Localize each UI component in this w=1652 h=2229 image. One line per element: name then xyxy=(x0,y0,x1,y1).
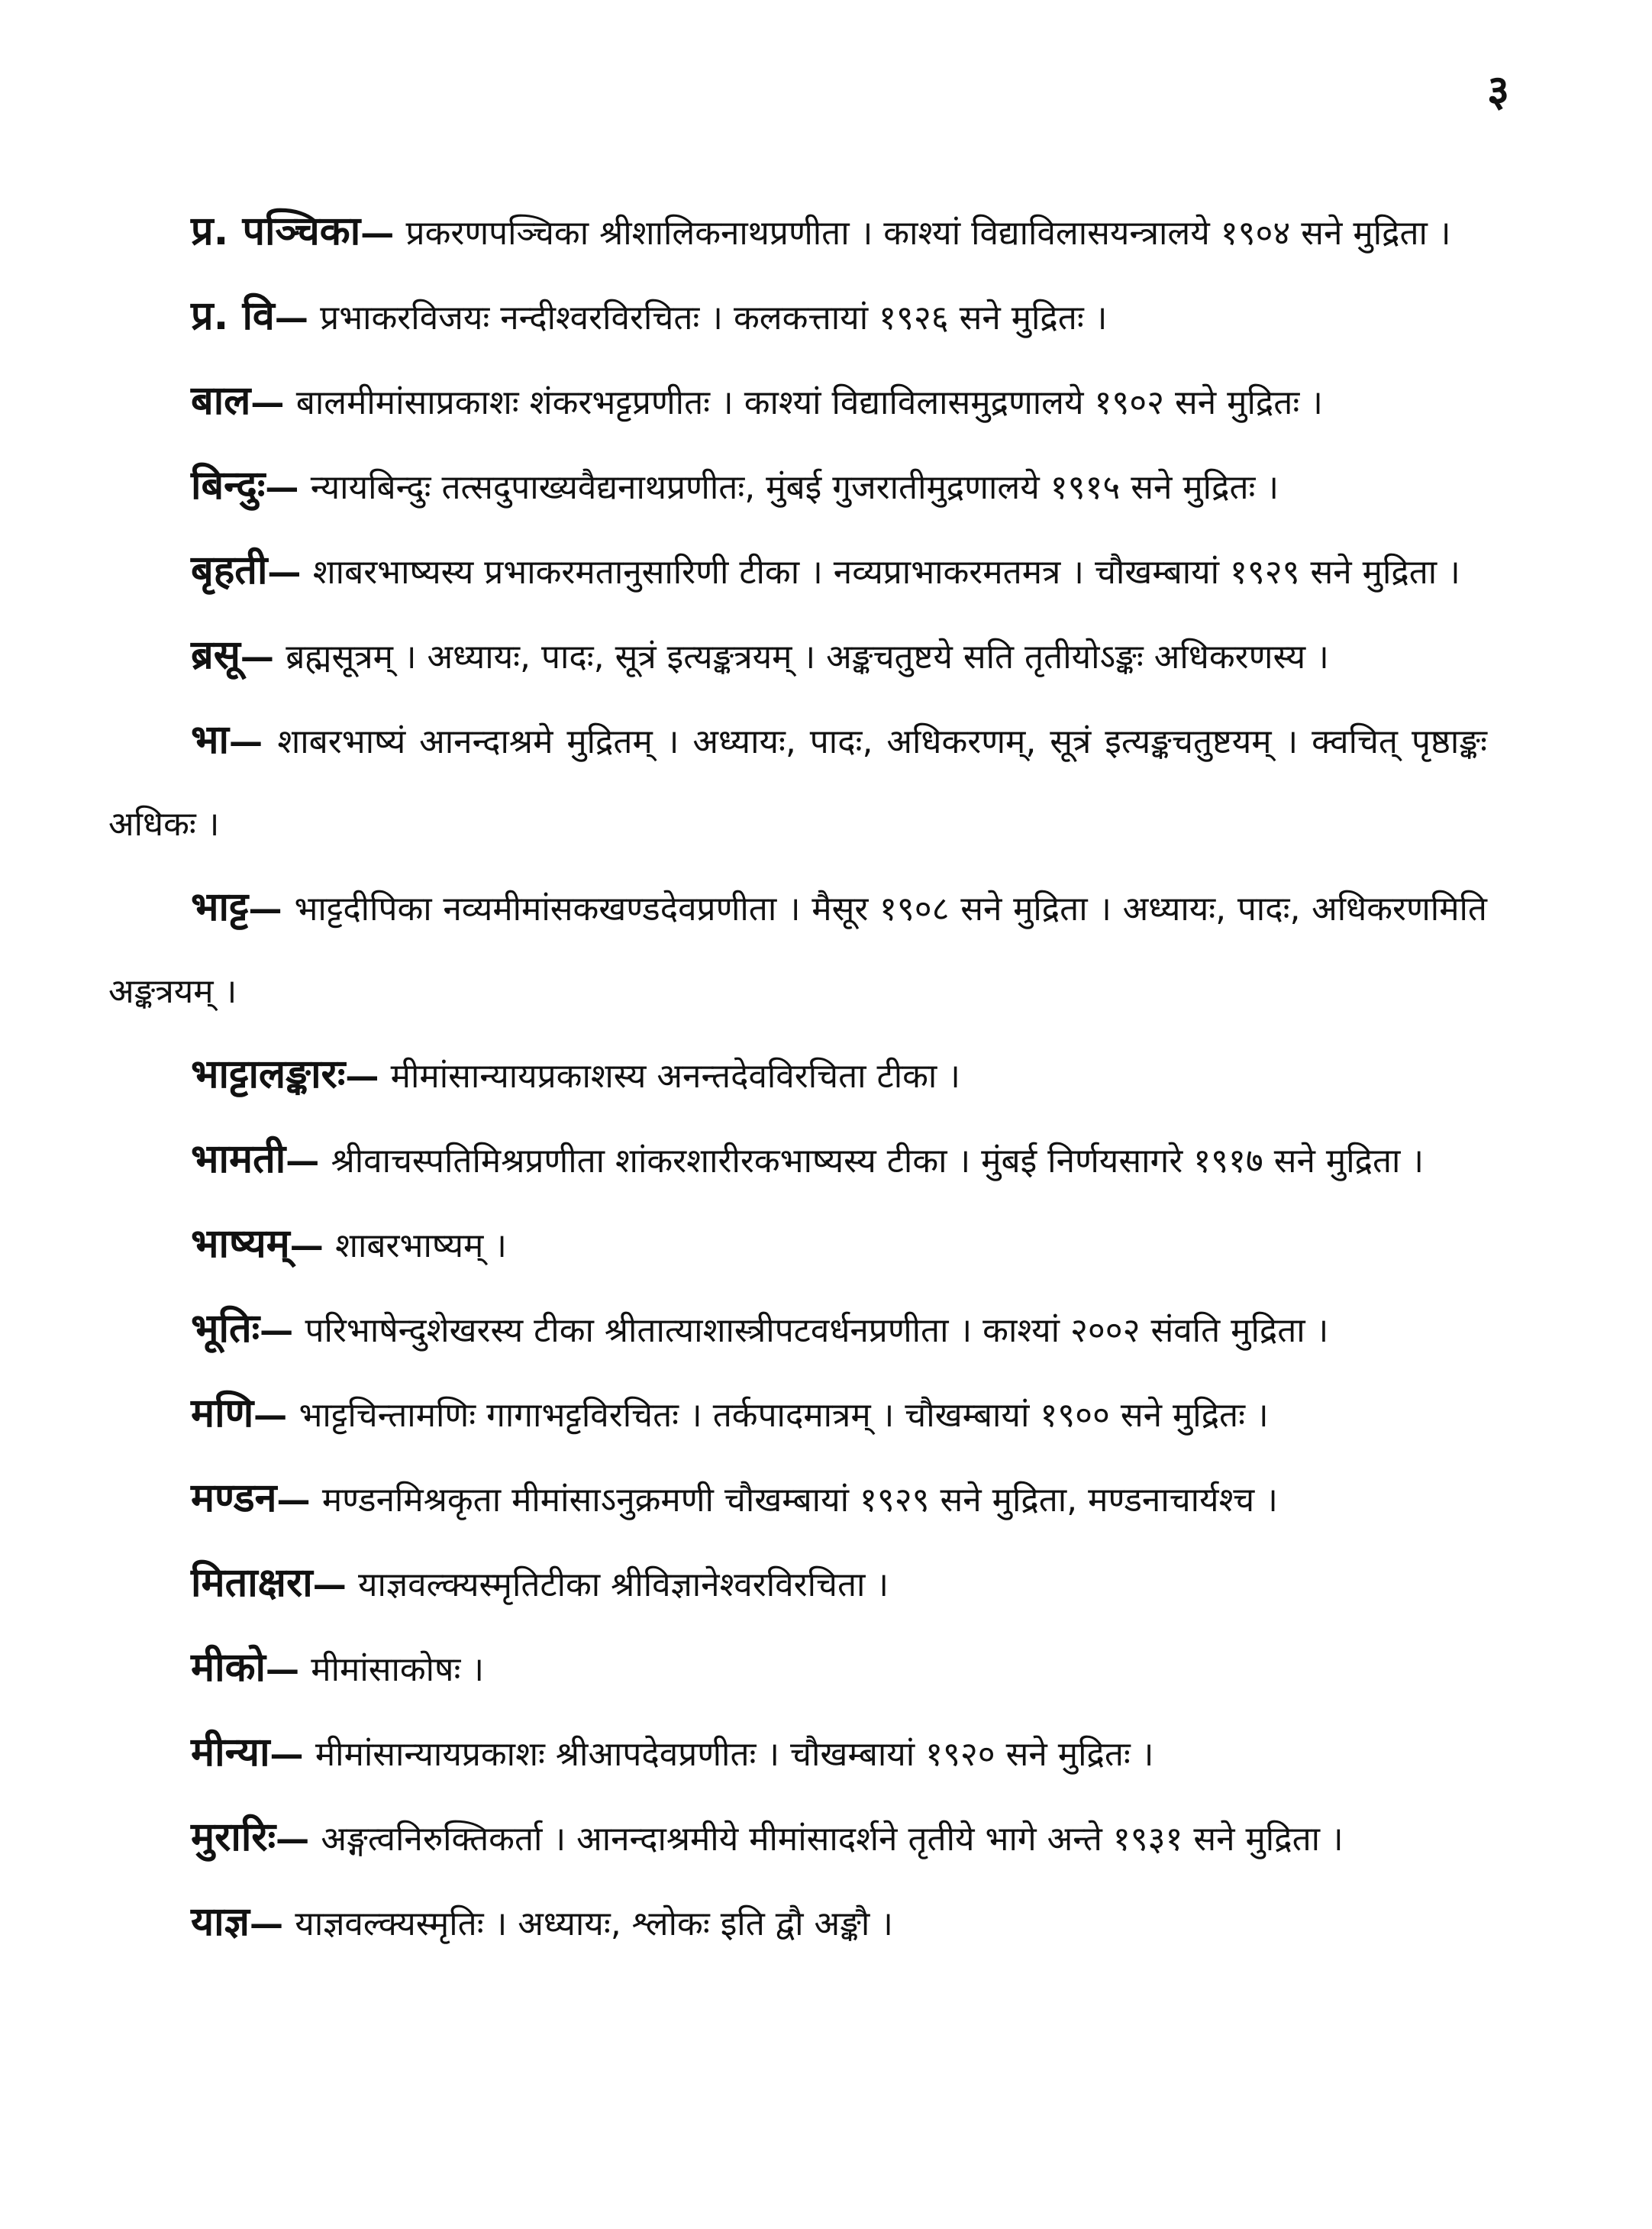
entry-head: भामती xyxy=(191,1136,286,1182)
entry-text: याज्ञवल्क्यस्मृतिः । अध्यायः, श्लोकः इति द्वौ अङ्कौ । xyxy=(295,1904,893,1943)
entry-text: शाबरभाष्यम् । xyxy=(335,1226,507,1265)
entry-text: अङ्गत्वनिरुक्तिकर्ता । आनन्दाश्रमीये मीमांसादर्शने तृतीये भागे अन्ते १९३१ सने मुद्रिता । xyxy=(321,1820,1344,1859)
entry-text: श्रीवाचस्पतिमिश्रप्रणीता शांकरशारीरकभाष्यस्य टीका । मुंबई निर्णयसागरे १९१७ सने मुद्रिता । xyxy=(331,1142,1425,1181)
entry-text: ब्रह्मसूत्रम् । अध्यायः, पादः, सूत्रं इत्यङ्कत्रयम् । अङ्कचतुष्टये सति तृतीयोऽङ्कः अधिकरणस्य । xyxy=(286,638,1329,677)
entry-text: याज्ञवल्क्यस्मृतिटीका श्रीविज्ञानेश्वरविरचिता । xyxy=(358,1565,889,1604)
entry-text: परिभाषेन्दुशेखरस्य टीका श्रीतात्याशास्त्रीपटवर्धनप्रणीता । काश्यां २००२ संवति मुद्रिता । xyxy=(305,1311,1329,1350)
entry-head: भाट्टालङ्कारः xyxy=(191,1052,346,1097)
entry-head: ब्रसू xyxy=(191,632,240,678)
entry-head: भाट्ट xyxy=(191,884,249,930)
entry-pra-vi: प्र. वि— प्रभाकरविजयः नन्दीश्वरविरचितः । कलकत्तायां १९२६ सने मुद्रितः । xyxy=(191,293,1108,339)
entry-head: बृहती xyxy=(191,548,268,593)
entry-text: भाट्टचिन्तामणिः गागाभट्टविरचितः । तर्कपादमात्रम् । चौखम्बायां १९०० सने मुद्रितः । xyxy=(298,1396,1269,1435)
entry-text: मण्डनमिश्रकृता मीमांसाऽनुक्रमणी चौखम्बायां १९२९ सने मुद्रिता, मण्डनाचार्यश्च । xyxy=(321,1481,1278,1520)
entry-mani: मणि— भाट्टचिन्तामणिः गागाभट्टविरचितः । तर्कपादमात्रम् । चौखम्बायां १९०० सने मुद्रितः । xyxy=(191,1391,1269,1436)
entry-text: मीमांसाकोषः । xyxy=(311,1650,485,1689)
entry-text: शाबरभाष्यस्य प्रभाकरमतानुसारिणी टीका । नव्यप्राभाकरमतमत्र । चौखम्बायां १९२९ सने मुद्रिता । xyxy=(312,553,1460,592)
entry-bhutih: भूतिः— परिभाषेन्दुशेखरस्य टीका श्रीतात्याशास्त्रीपटवर्धनप्रणीता । काश्यां २००२ संवति मुद्रिता । xyxy=(191,1306,1329,1352)
entry-head: बिन्दुः xyxy=(191,463,266,509)
entry-text: प्रकरणपञ्चिका श्रीशालिकनाथप्रणीता । काश्यां विद्याविलासयन्त्रालये १९०४ सने मुद्रिता । xyxy=(405,214,1451,253)
entry-head: मीन्या xyxy=(191,1730,270,1775)
entry-head: मिताक्षरा xyxy=(191,1560,313,1606)
entry-head: मुरारिः xyxy=(191,1814,276,1860)
entry-head: भा xyxy=(191,717,230,763)
entry-head: भूतिः xyxy=(191,1306,260,1352)
entry-brasu: ब्रसू— ब्रह्मसूत्रम् । अध्यायः, पादः, सूत्रं इत्यङ्कत्रयम् । अङ्कचतुष्टये सति तृतीयोऽङ्कः अधिकरणस्य । xyxy=(191,632,1329,678)
entry-mandana: मण्डन— मण्डनमिश्रकृता मीमांसाऽनुक्रमणी चौखम्बायां १९२९ सने मुद्रिता, मण्डनाचार्यश्च । xyxy=(191,1475,1278,1521)
entry-text: न्यायबिन्दुः तत्सदुपाख्यवैद्यनाथप्रणीतः, मुंबई गुजरातीमुद्रणालये १९१५ सने मुद्रितः । xyxy=(310,468,1279,507)
entry-head: बाल xyxy=(191,378,251,424)
entry-head: याज्ञ xyxy=(191,1899,250,1945)
entry-bha: भा— शाबरभाष्यं आनन्दाश्रमे मुद्रितम् । अध्यायः, पादः, अधिकरणम्, सूत्रं इत्यङ्कचतुष्टयम् । क्वचित् पृष्ठाङ्कः अधिकः । xyxy=(108,717,1488,844)
entry-head: भाष्यम् xyxy=(191,1221,290,1267)
entry-bhatta: भाट्ट— भाट्टदीपिका नव्यमीमांसकखण्डदेवप्रणीता । मैसूर १९०८ सने मुद्रिता । अध्यायः, पादः, अधिकरणमिति अङ्कत्रयम् । xyxy=(108,884,1487,1011)
entry-head: प्र. पञ्चिका xyxy=(191,208,361,254)
entry-14: मिताक्षरा— याज्ञवल्क्यस्मृतिटीका श्रीविज्ञानेश्वरविरचिता । xyxy=(191,1560,889,1606)
entry-head: प्र. वि xyxy=(191,293,275,339)
entry-bhashyam: भाष्यम्— शाबरभाष्यम् । xyxy=(191,1221,507,1267)
entry-text: मीमांसान्यायप्रकाशः श्रीआपदेवप्रणीतः । चौखम्बायां १९२० सने मुद्रितः । xyxy=(315,1735,1154,1774)
page-number: ३ xyxy=(1487,66,1510,116)
entry-bala: बाल— बालमीमांसाप्रकाशः शंकरभट्टप्रणीतः । काश्यां विद्याविलासमुद्रणालये १९०२ सने मुद्रितः । xyxy=(191,378,1323,424)
entry-pra-panchika: प्र. पञ्चिका— प्रकरणपञ्चिका श्रीशालिकनाथप्रणीता । काश्यां विद्याविलासयन्त्रालये १९०४ सने मुद्रिता । xyxy=(191,208,1451,254)
entry-bhattalankara: भाट्टालङ्कारः— मीमांसान्यायप्रकाशस्य अनन्तदेवविरचिता टीका । xyxy=(191,1052,960,1097)
entry-17: मुरारिः— अङ्गत्वनिरुक्तिकर्ता । आनन्दाश्रमीये मीमांसादर्शने तृतीये भागे अन्ते १९३१ सने मुद्रिता । xyxy=(191,1814,1344,1860)
entry-head: मणि xyxy=(191,1391,254,1436)
entry-text: मीमांसान्यायप्रकाशस्य अनन्तदेवविरचिता टीका । xyxy=(390,1057,960,1096)
entry-bhamati: भामती— श्रीवाचस्पतिमिश्रप्रणीता शांकरशारीरकभाष्यस्य टीका । मुंबई निर्णयसागरे १९१७ सने मुद्रिता । xyxy=(191,1136,1425,1182)
entry-bindu: बिन्दुः— न्यायबिन्दुः तत्सदुपाख्यवैद्यनाथप्रणीतः, मुंबई गुजरातीमुद्रणालये १९१५ सने मुद्रितः । xyxy=(191,463,1279,509)
entry-text: भाट्टदीपिका नव्यमीमांसकखण्डदेवप्रणीता । मैसूर १९०८ सने मुद्रिता । अध्यायः, पादः, अधिकरणमिति अङ्कत्रयम् । xyxy=(108,890,1487,1011)
entry-text: प्रभाकरविजयः नन्दीश्वरविरचितः । कलकत्तायां १९२६ सने मुद्रितः । xyxy=(320,299,1108,338)
entry-15: मीको— मीमांसाकोषः । xyxy=(191,1645,485,1691)
entry-16: मीन्या— मीमांसान्यायप्रकाशः श्रीआपदेवप्रणीतः । चौखम्बायां १९२० सने मुद्रितः । xyxy=(191,1730,1154,1775)
entry-text: शाबरभाष्यं आनन्दाश्रमे मुद्रितम् । अध्यायः, पादः, अधिकरणम्, सूत्रं इत्यङ्कचतुष्टयम् । क्वचित् पृष्ठाङ्कः अधिकः । xyxy=(108,722,1488,844)
entry-head: मण्डन xyxy=(191,1475,277,1521)
entry-brihati: बृहती— शाबरभाष्यस्य प्रभाकरमतानुसारिणी टीका । नव्यप्राभाकरमतमत्र । चौखम्बायां १९२९ सने मुद्रिता । xyxy=(191,548,1460,593)
entry-text: बालमीमांसाप्रकाशः शंकरभट्टप्रणीतः । काश्यां विद्याविलासमुद्रणालये १९०२ सने मुद्रितः । xyxy=(295,383,1323,422)
entry-18: याज्ञ— याज्ञवल्क्यस्मृतिः । अध्यायः, श्लोकः इति द्वौ अङ्कौ । xyxy=(191,1899,893,1945)
entry-head: मीको xyxy=(191,1645,266,1691)
